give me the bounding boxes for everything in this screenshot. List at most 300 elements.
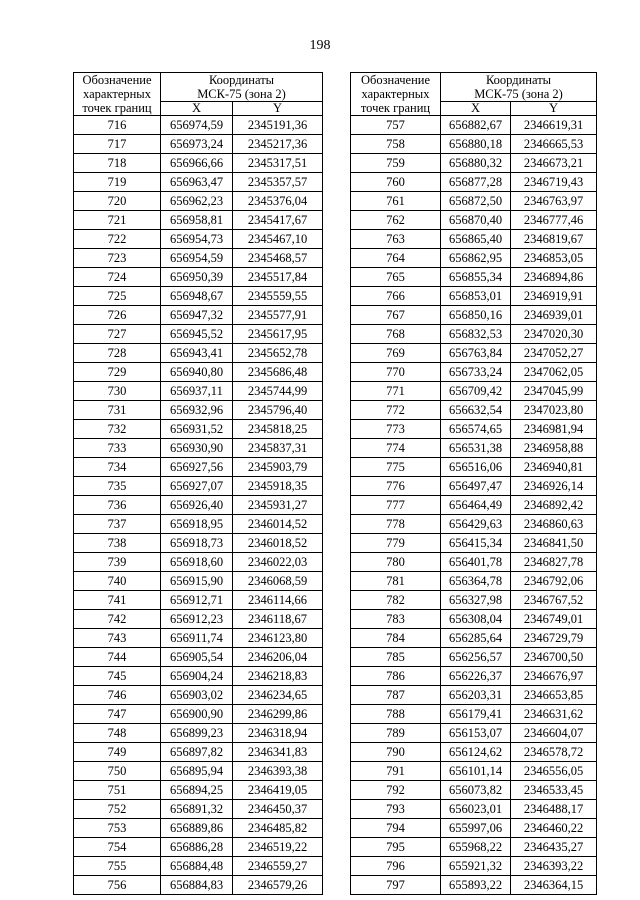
y-coordinate: 2346619,31 <box>511 116 597 135</box>
x-coordinate: 656911,74 <box>161 629 233 648</box>
table-row <box>74 477 323 496</box>
y-coordinate: 2347045,99 <box>511 382 597 401</box>
point-number: 751 <box>74 781 161 800</box>
table-row <box>351 135 597 154</box>
x-coordinate: 656256,57 <box>441 648 511 667</box>
x-coordinate: 656870,40 <box>441 211 511 230</box>
header-line: МСК-75 (зона 2) <box>197 87 286 101</box>
point-number: 743 <box>74 629 161 648</box>
coordinates-group-header <box>441 73 597 102</box>
y-coordinate: 2346206,04 <box>233 648 323 667</box>
point-number: 720 <box>74 192 161 211</box>
x-coordinate: 656918,73 <box>161 534 233 553</box>
x-coordinate: 656709,42 <box>441 382 511 401</box>
x-coordinate: 656932,96 <box>161 401 233 420</box>
point-number: 754 <box>74 838 161 857</box>
x-coordinate: 656966,66 <box>161 154 233 173</box>
point-number: 770 <box>351 363 441 382</box>
x-coordinate: 656073,82 <box>441 781 511 800</box>
point-number: 781 <box>351 572 441 591</box>
table-row <box>74 192 323 211</box>
table-row <box>74 743 323 762</box>
x-header: X <box>441 102 511 116</box>
x-coordinate: 656963,47 <box>161 173 233 192</box>
x-coordinate: 655893,22 <box>441 876 511 895</box>
point-number: 780 <box>351 553 441 572</box>
table-row <box>351 211 597 230</box>
x-coordinate: 656958,81 <box>161 211 233 230</box>
point-number: 745 <box>74 667 161 686</box>
coordinates-group-header <box>161 73 323 102</box>
y-coordinate: 2346700,50 <box>511 648 597 667</box>
point-number: 758 <box>351 135 441 154</box>
x-coordinate: 656853,01 <box>441 287 511 306</box>
point-number: 734 <box>74 458 161 477</box>
x-coordinate: 656889,86 <box>161 819 233 838</box>
x-coordinate: 656894,25 <box>161 781 233 800</box>
table-row <box>351 819 597 838</box>
x-coordinate: 656632,54 <box>441 401 511 420</box>
x-coordinate: 656124,62 <box>441 743 511 762</box>
header-line: Координаты <box>485 73 552 87</box>
point-number: 730 <box>74 382 161 401</box>
x-coordinate: 656401,78 <box>441 553 511 572</box>
table-row <box>74 344 323 363</box>
y-coordinate: 2346578,72 <box>511 743 597 762</box>
table-row <box>74 572 323 591</box>
x-coordinate: 656415,34 <box>441 534 511 553</box>
point-number: 796 <box>351 857 441 876</box>
point-number: 755 <box>74 857 161 876</box>
y-coordinate: 2346777,46 <box>511 211 597 230</box>
point-label-header <box>74 73 161 116</box>
table-row <box>74 420 323 439</box>
table-row <box>351 876 597 895</box>
y-coordinate: 2346018,52 <box>233 534 323 553</box>
point-number: 744 <box>74 648 161 667</box>
x-coordinate: 656903,02 <box>161 686 233 705</box>
y-header: Y <box>511 102 597 116</box>
point-number: 716 <box>74 116 161 135</box>
table-row <box>74 648 323 667</box>
table-row <box>351 173 597 192</box>
x-coordinate: 656308,04 <box>441 610 511 629</box>
x-coordinate: 656464,49 <box>441 496 511 515</box>
y-coordinate: 2346853,05 <box>511 249 597 268</box>
table-row <box>351 705 597 724</box>
y-coordinate: 2346958,88 <box>511 439 597 458</box>
y-coordinate: 2345818,25 <box>233 420 323 439</box>
y-coordinate: 2345577,91 <box>233 306 323 325</box>
y-coordinate: 2345796,40 <box>233 401 323 420</box>
point-number: 791 <box>351 762 441 781</box>
y-coordinate: 2345686,48 <box>233 363 323 382</box>
y-coordinate: 2346749,01 <box>511 610 597 629</box>
table-row <box>351 648 597 667</box>
y-coordinate: 2346460,22 <box>511 819 597 838</box>
table-row <box>74 401 323 420</box>
coordinates-table-right <box>350 72 597 895</box>
y-coordinate: 2346533,45 <box>511 781 597 800</box>
x-coordinate: 656948,67 <box>161 287 233 306</box>
table-row <box>74 781 323 800</box>
x-coordinate: 656962,23 <box>161 192 233 211</box>
table-row <box>351 667 597 686</box>
point-number: 790 <box>351 743 441 762</box>
y-coordinate: 2347052,27 <box>511 344 597 363</box>
x-coordinate: 656905,54 <box>161 648 233 667</box>
x-coordinate: 656954,73 <box>161 230 233 249</box>
table-row <box>351 344 597 363</box>
x-coordinate: 656872,50 <box>441 192 511 211</box>
table-row <box>351 439 597 458</box>
point-number: 762 <box>351 211 441 230</box>
point-number: 786 <box>351 667 441 686</box>
y-coordinate: 2346485,82 <box>233 819 323 838</box>
x-coordinate: 656862,95 <box>441 249 511 268</box>
x-coordinate: 656945,52 <box>161 325 233 344</box>
y-coordinate: 2345931,27 <box>233 496 323 515</box>
x-coordinate: 656516,06 <box>441 458 511 477</box>
y-coordinate: 2346919,91 <box>511 287 597 306</box>
y-coordinate: 2346767,52 <box>511 591 597 610</box>
table-row <box>74 705 323 724</box>
x-coordinate: 656882,67 <box>441 116 511 135</box>
x-coordinate: 656973,24 <box>161 135 233 154</box>
point-number: 721 <box>74 211 161 230</box>
y-coordinate: 2346653,85 <box>511 686 597 705</box>
y-coordinate: 2345191,36 <box>233 116 323 135</box>
table-row <box>351 534 597 553</box>
point-number: 775 <box>351 458 441 477</box>
y-coordinate: 2346892,42 <box>511 496 597 515</box>
table-row <box>74 496 323 515</box>
point-number: 761 <box>351 192 441 211</box>
y-coordinate: 2346519,22 <box>233 838 323 857</box>
header-line: МСК-75 (зона 2) <box>474 87 563 101</box>
table-row <box>351 230 597 249</box>
point-number: 766 <box>351 287 441 306</box>
x-coordinate: 656897,82 <box>161 743 233 762</box>
point-number: 772 <box>351 401 441 420</box>
point-number: 748 <box>74 724 161 743</box>
x-coordinate: 656915,90 <box>161 572 233 591</box>
y-coordinate: 2346022,03 <box>233 553 323 572</box>
y-coordinate: 2346393,38 <box>233 762 323 781</box>
point-number: 757 <box>351 116 441 135</box>
table-row <box>74 724 323 743</box>
y-coordinate: 2346218,83 <box>233 667 323 686</box>
table-row <box>74 287 323 306</box>
x-coordinate: 656101,14 <box>441 762 511 781</box>
table-row <box>74 230 323 249</box>
x-coordinate: 656179,41 <box>441 705 511 724</box>
x-coordinate: 656927,07 <box>161 477 233 496</box>
table-row <box>351 192 597 211</box>
x-coordinate: 656285,64 <box>441 629 511 648</box>
header-line: характерных <box>83 87 151 101</box>
point-number: 787 <box>351 686 441 705</box>
y-coordinate: 2346393,22 <box>511 857 597 876</box>
header-line: точек границ <box>82 101 152 115</box>
y-coordinate: 2345617,95 <box>233 325 323 344</box>
point-number: 752 <box>74 800 161 819</box>
y-coordinate: 2346819,67 <box>511 230 597 249</box>
x-coordinate: 655968,22 <box>441 838 511 857</box>
table-row <box>351 724 597 743</box>
table-row <box>351 420 597 439</box>
y-coordinate: 2346419,05 <box>233 781 323 800</box>
table-row <box>74 154 323 173</box>
table-row <box>351 154 597 173</box>
x-coordinate: 656947,32 <box>161 306 233 325</box>
point-label-header <box>351 73 441 116</box>
x-coordinate: 656733,24 <box>441 363 511 382</box>
y-coordinate: 2346719,43 <box>511 173 597 192</box>
table-row <box>351 477 597 496</box>
table-row <box>74 819 323 838</box>
point-number: 739 <box>74 553 161 572</box>
point-number: 756 <box>74 876 161 895</box>
y-coordinate: 2346118,67 <box>233 610 323 629</box>
x-header: X <box>161 102 233 116</box>
table-row <box>351 401 597 420</box>
table-row <box>74 838 323 857</box>
x-coordinate: 656855,34 <box>441 268 511 287</box>
table-row <box>351 610 597 629</box>
table-row <box>74 135 323 154</box>
y-coordinate: 2346894,86 <box>511 268 597 287</box>
point-number: 747 <box>74 705 161 724</box>
y-coordinate: 2346318,94 <box>233 724 323 743</box>
x-coordinate: 656974,59 <box>161 116 233 135</box>
header-line: Координаты <box>208 73 275 87</box>
table-row <box>74 268 323 287</box>
table-row <box>74 382 323 401</box>
point-number: 789 <box>351 724 441 743</box>
point-number: 727 <box>74 325 161 344</box>
y-coordinate: 2345903,79 <box>233 458 323 477</box>
x-coordinate: 656203,31 <box>441 686 511 705</box>
x-coordinate: 656153,07 <box>441 724 511 743</box>
x-coordinate: 656574,65 <box>441 420 511 439</box>
table-row <box>351 781 597 800</box>
x-coordinate: 656918,95 <box>161 515 233 534</box>
y-coordinate: 2345652,78 <box>233 344 323 363</box>
table-row <box>351 287 597 306</box>
x-coordinate: 656327,98 <box>441 591 511 610</box>
y-header: Y <box>233 102 323 116</box>
table-row <box>351 268 597 287</box>
table-row <box>351 686 597 705</box>
y-coordinate: 2345217,36 <box>233 135 323 154</box>
table-row <box>351 553 597 572</box>
x-coordinate: 656531,38 <box>441 439 511 458</box>
table-row <box>351 743 597 762</box>
point-number: 746 <box>74 686 161 705</box>
y-coordinate: 2346488,17 <box>511 800 597 819</box>
y-coordinate: 2345517,84 <box>233 268 323 287</box>
point-number: 793 <box>351 800 441 819</box>
header-line: Обозначение <box>82 73 152 87</box>
y-coordinate: 2346123,80 <box>233 629 323 648</box>
point-number: 768 <box>351 325 441 344</box>
point-number: 741 <box>74 591 161 610</box>
x-coordinate: 656954,59 <box>161 249 233 268</box>
y-coordinate: 2345357,57 <box>233 173 323 192</box>
point-number: 776 <box>351 477 441 496</box>
point-number: 750 <box>74 762 161 781</box>
table-row <box>74 173 323 192</box>
point-number: 785 <box>351 648 441 667</box>
table-row <box>74 667 323 686</box>
y-coordinate: 2346841,50 <box>511 534 597 553</box>
table-row <box>351 629 597 648</box>
coordinates-table-left <box>73 72 323 895</box>
y-coordinate: 2346014,52 <box>233 515 323 534</box>
x-coordinate: 656912,71 <box>161 591 233 610</box>
y-coordinate: 2346631,62 <box>511 705 597 724</box>
y-coordinate: 2347020,30 <box>511 325 597 344</box>
y-coordinate: 2346068,59 <box>233 572 323 591</box>
point-number: 765 <box>351 268 441 287</box>
table-row <box>74 249 323 268</box>
table-row <box>351 382 597 401</box>
table-row <box>351 116 597 135</box>
y-coordinate: 2346860,63 <box>511 515 597 534</box>
point-number: 777 <box>351 496 441 515</box>
y-coordinate: 2346940,81 <box>511 458 597 477</box>
x-coordinate: 656429,63 <box>441 515 511 534</box>
header-line: Обозначение <box>360 73 431 87</box>
point-number: 783 <box>351 610 441 629</box>
table-row <box>74 306 323 325</box>
y-coordinate: 2347062,05 <box>511 363 597 382</box>
y-coordinate: 2346939,01 <box>511 306 597 325</box>
table-row <box>74 458 323 477</box>
y-coordinate: 2346450,37 <box>233 800 323 819</box>
y-coordinate: 2346556,05 <box>511 762 597 781</box>
point-number: 797 <box>351 876 441 895</box>
point-number: 760 <box>351 173 441 192</box>
y-coordinate: 2347023,80 <box>511 401 597 420</box>
y-coordinate: 2346234,65 <box>233 686 323 705</box>
point-number: 725 <box>74 287 161 306</box>
point-number: 722 <box>74 230 161 249</box>
table-row <box>74 857 323 876</box>
point-number: 728 <box>74 344 161 363</box>
table-row <box>351 857 597 876</box>
x-coordinate: 656880,18 <box>441 135 511 154</box>
point-number: 731 <box>74 401 161 420</box>
point-number: 733 <box>74 439 161 458</box>
point-number: 795 <box>351 838 441 857</box>
point-number: 719 <box>74 173 161 192</box>
point-number: 771 <box>351 382 441 401</box>
point-number: 717 <box>74 135 161 154</box>
y-coordinate: 2345837,31 <box>233 439 323 458</box>
point-number: 737 <box>74 515 161 534</box>
x-coordinate: 656937,11 <box>161 382 233 401</box>
table-row <box>351 363 597 382</box>
x-coordinate: 656763,84 <box>441 344 511 363</box>
table-row <box>74 610 323 629</box>
table-row <box>351 249 597 268</box>
y-coordinate: 2345317,51 <box>233 154 323 173</box>
point-number: 729 <box>74 363 161 382</box>
x-coordinate: 656895,94 <box>161 762 233 781</box>
table-row <box>74 686 323 705</box>
table-row <box>74 762 323 781</box>
y-coordinate: 2346673,21 <box>511 154 597 173</box>
y-coordinate: 2345744,99 <box>233 382 323 401</box>
table-row <box>74 439 323 458</box>
point-number: 740 <box>74 572 161 591</box>
table-row <box>74 876 323 895</box>
point-number: 782 <box>351 591 441 610</box>
table-row <box>351 572 597 591</box>
point-number: 753 <box>74 819 161 838</box>
y-coordinate: 2345559,55 <box>233 287 323 306</box>
y-coordinate: 2346763,97 <box>511 192 597 211</box>
point-number: 732 <box>74 420 161 439</box>
point-number: 718 <box>74 154 161 173</box>
table-row <box>351 591 597 610</box>
table-row <box>74 363 323 382</box>
x-coordinate: 656886,28 <box>161 838 233 857</box>
x-coordinate: 656850,16 <box>441 306 511 325</box>
y-coordinate: 2346299,86 <box>233 705 323 724</box>
x-coordinate: 656880,32 <box>441 154 511 173</box>
point-number: 769 <box>351 344 441 363</box>
point-number: 774 <box>351 439 441 458</box>
table-row <box>351 838 597 857</box>
x-coordinate: 656943,41 <box>161 344 233 363</box>
table-row <box>351 458 597 477</box>
y-coordinate: 2346604,07 <box>511 724 597 743</box>
x-coordinate: 655921,32 <box>441 857 511 876</box>
point-number: 726 <box>74 306 161 325</box>
point-number: 784 <box>351 629 441 648</box>
y-coordinate: 2345918,35 <box>233 477 323 496</box>
point-number: 723 <box>74 249 161 268</box>
y-coordinate: 2346926,14 <box>511 477 597 496</box>
point-number: 759 <box>351 154 441 173</box>
x-coordinate: 656950,39 <box>161 268 233 287</box>
page-number: 198 <box>309 38 331 53</box>
y-coordinate: 2345417,67 <box>233 211 323 230</box>
point-number: 735 <box>74 477 161 496</box>
y-coordinate: 2345376,04 <box>233 192 323 211</box>
table-row <box>74 515 323 534</box>
point-number: 778 <box>351 515 441 534</box>
x-coordinate: 656832,53 <box>441 325 511 344</box>
x-coordinate: 655997,06 <box>441 819 511 838</box>
x-coordinate: 656912,23 <box>161 610 233 629</box>
x-coordinate: 656918,60 <box>161 553 233 572</box>
x-coordinate: 656930,90 <box>161 439 233 458</box>
y-coordinate: 2346114,66 <box>233 591 323 610</box>
y-coordinate: 2345467,10 <box>233 230 323 249</box>
point-number: 773 <box>351 420 441 439</box>
point-number: 724 <box>74 268 161 287</box>
point-number: 794 <box>351 819 441 838</box>
point-number: 788 <box>351 705 441 724</box>
y-coordinate: 2346435,27 <box>511 838 597 857</box>
table-row <box>74 800 323 819</box>
y-coordinate: 2346981,94 <box>511 420 597 439</box>
point-number: 736 <box>74 496 161 515</box>
